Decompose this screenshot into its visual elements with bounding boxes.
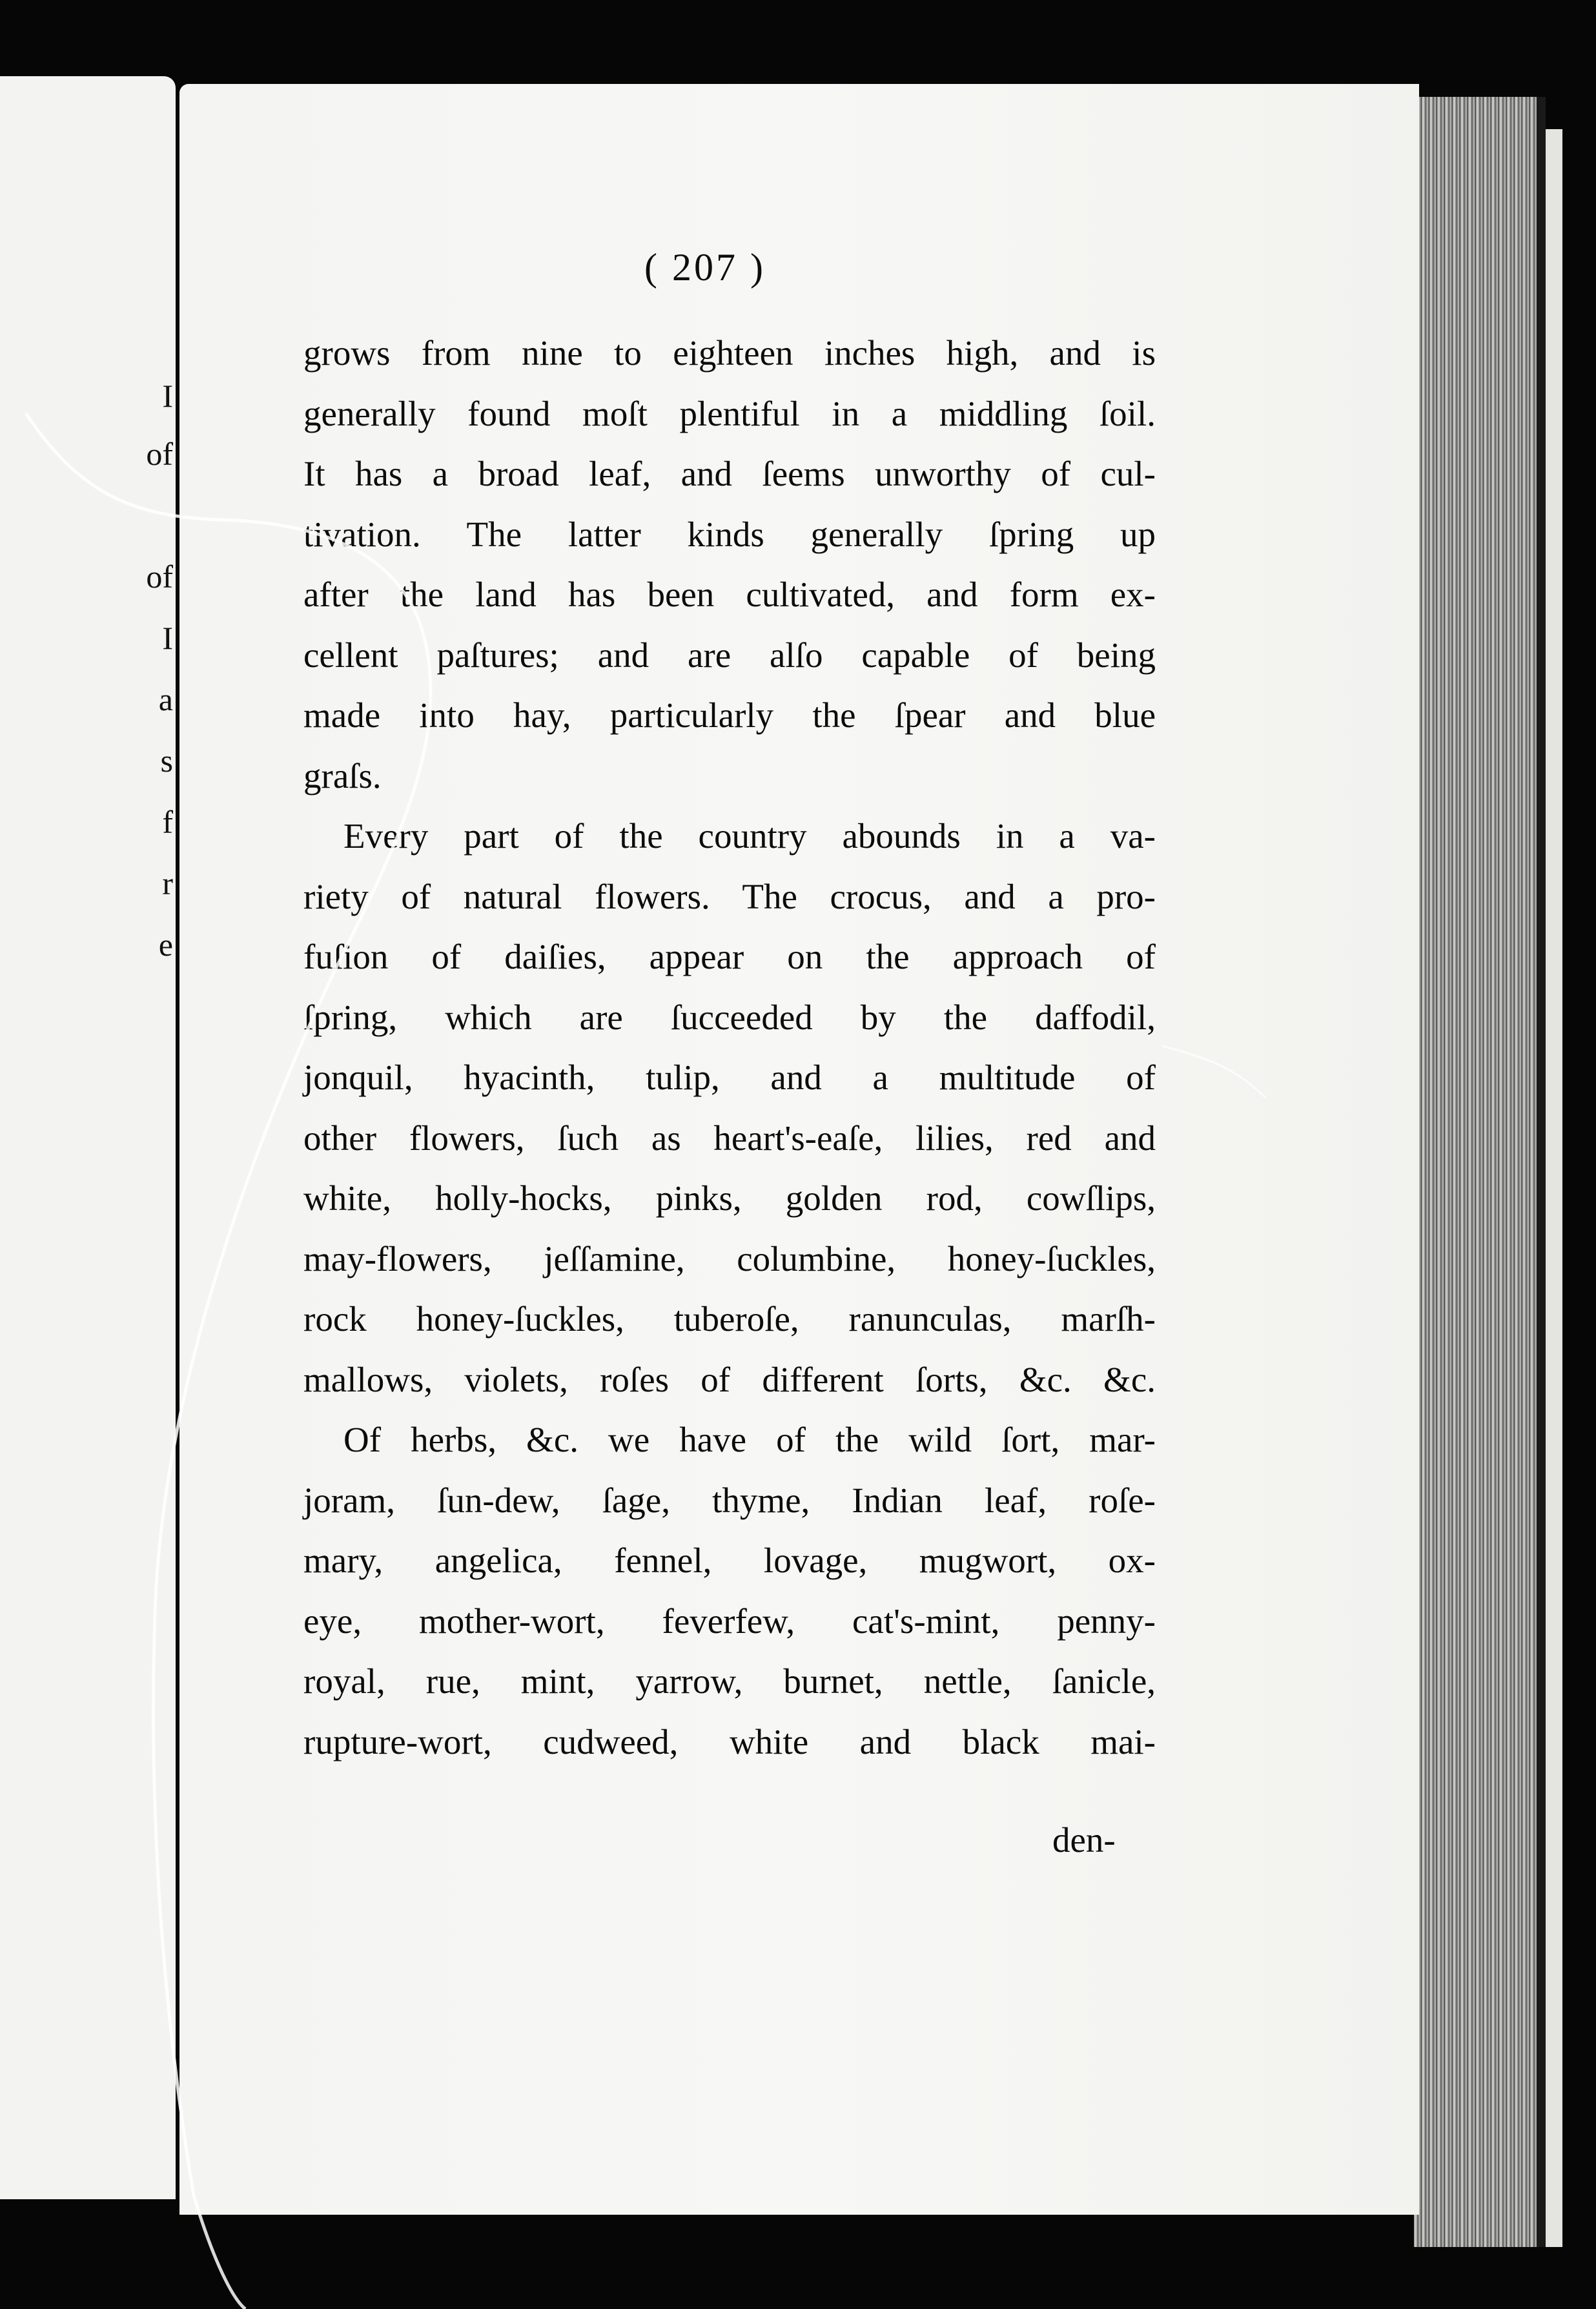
text-line: tivation. The latter kinds generally ſpring up <box>303 514 1156 554</box>
previous-page <box>0 76 176 2199</box>
text-line: grows from nine to eighteen inches high, and is <box>303 333 1156 373</box>
text-line: made into hay, particularly the ſpear and blue <box>303 695 1156 735</box>
margin-char: f <box>162 804 173 840</box>
page-number: ( 207 ) <box>644 246 766 289</box>
text-line: eye, mother-wort, feverfew, cat's-mint, penny- <box>303 1601 1156 1641</box>
text-line: may-flowers, jeſſamine, columbine, honey-ſuckles, <box>303 1238 1156 1278</box>
text-line: Every part of the country abounds in a va- <box>343 816 1156 856</box>
text-line: cellent paſtures; and are alſo capable of being <box>303 635 1156 675</box>
margin-char: a <box>158 681 173 717</box>
margin-char: r <box>162 865 173 901</box>
text-line: mary, angelica, fennel, lovage, mugwort, ox- <box>303 1541 1156 1580</box>
text-line: riety of natural flowers. The crocus, and a pro- <box>303 876 1156 916</box>
text-line: Of herbs, &c. we have of the wild ſort, mar- <box>343 1420 1156 1459</box>
margin-char: of <box>146 559 173 595</box>
margin-char: I <box>162 620 173 656</box>
text-line: ſpring, which are ſucceeded by the daffodil, <box>303 997 1156 1037</box>
text-line: joram, ſun-dew, ſage, thyme, Indian leaf, roſe- <box>303 1480 1156 1520</box>
margin-char: s <box>160 743 173 779</box>
page-block-edges <box>1414 97 1546 2247</box>
text-line: fuſion of daiſies, appear on the approach of <box>303 937 1156 976</box>
margin-char: of <box>146 436 173 472</box>
text-line: graſs. <box>303 755 382 795</box>
body-text <box>303 323 1156 1772</box>
margin-char: e <box>158 927 173 963</box>
text-line: jonquil, hyacinth, tulip, and a multitude of <box>303 1058 1156 1097</box>
catchword: den- <box>1052 1820 1116 1860</box>
text-line: royal, rue, mint, yarrow, burnet, nettle, ſanicle, <box>303 1661 1156 1701</box>
text-line: rock honey-ſuckles, tuberoſe, ranunculas, marſh- <box>303 1299 1156 1339</box>
margin-char: I <box>162 378 173 414</box>
text-line: rupture-wort, cudweed, white and black mai- <box>303 1721 1156 1761</box>
previous-page-margin-text <box>146 76 176 2199</box>
text-line: It has a broad leaf, and ſeems unworthy of cul- <box>303 454 1156 493</box>
text-line: mallows, violets, roſes of different ſorts, &c. &c. <box>303 1359 1156 1399</box>
text-line: after the land has been cultivated, and form ex- <box>303 575 1156 614</box>
text-line: white, holly-hocks, pinks, golden rod, cowſlips, <box>303 1178 1156 1218</box>
text-line: generally found moſt plentiful in a middling ſoil. <box>303 393 1156 433</box>
text-line: other flowers, ſuch as heart's-eaſe, lilies, red and <box>303 1118 1156 1158</box>
